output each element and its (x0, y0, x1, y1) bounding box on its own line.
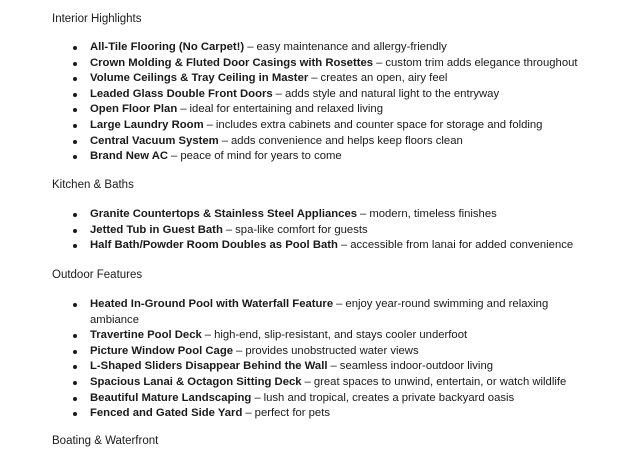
bullet-icon (73, 140, 77, 144)
list-item: Spacious Lanai & Octagon Sitting Deck – great spaces to unwind, entertain, or watch wildlife (0, 375, 640, 391)
bullet-icon (73, 93, 77, 97)
list-item: Fenced and Gated Side Yard – perfect for pets (0, 406, 640, 422)
list-item: Volume Ceilings & Tray Ceiling in Master – creates an open, airy feel (0, 71, 640, 87)
bullet-icon (73, 62, 77, 66)
outdoor-list (0, 297, 640, 422)
section-heading-interior: Interior Highlights (52, 13, 142, 25)
list-item: Large Laundry Room – includes extra cabinets and counter space for storage and folding (0, 118, 640, 134)
bullet-icon (73, 46, 77, 50)
list-item: Brand New AC – peace of mind for years to come (0, 149, 640, 165)
list-item: L-Shaped Sliders Disappear Behind the Wall – seamless indoor-outdoor living (0, 359, 640, 375)
bullet-icon (73, 303, 77, 307)
list-item: Open Floor Plan – ideal for entertaining and relaxed living (0, 102, 640, 118)
bullet-icon (73, 244, 77, 248)
section-heading-outdoor: Outdoor Features (52, 269, 143, 281)
list-item: Granite Countertops & Stainless Steel Appliances – modern, timeless finishes (0, 207, 640, 223)
list-item: Heated In-Ground Pool with Waterfall Feature – enjoy year-round swimming and relaxing ambiance (0, 297, 640, 328)
list-item: Leaded Glass Double Front Doors – adds style and natural light to the entryway (0, 87, 640, 103)
bullet-icon (73, 213, 77, 217)
list-item: Travertine Pool Deck – high-end, slip-resistant, and stays cooler underfoot (0, 328, 640, 344)
list-item: All-Tile Flooring (No Carpet!) – easy maintenance and allergy-friendly (0, 40, 640, 56)
bullet-icon (73, 334, 77, 338)
bullet-icon (73, 412, 77, 416)
bullet-icon (73, 381, 77, 385)
interior-list (0, 40, 640, 165)
bullet-icon (73, 365, 77, 369)
bullet-icon (73, 229, 77, 233)
bullet-icon (73, 77, 77, 81)
bullet-icon (73, 124, 77, 128)
list-item: Jetted Tub in Guest Bath – spa-like comfort for guests (0, 223, 640, 239)
section-heading-boating: Boating & Waterfront (52, 435, 159, 447)
section-heading-kitchen: Kitchen & Baths (52, 179, 134, 191)
bullet-icon (73, 155, 77, 159)
list-item: Crown Molding & Fluted Door Casings with Rosettes – custom trim adds elegance throughout (0, 56, 640, 72)
list-item: Beautiful Mature Landscaping – lush and tropical, creates a private backyard oasis (0, 391, 640, 407)
list-item: Half Bath/Powder Room Doubles as Pool Bath – accessible from lanai for added convenience (0, 238, 640, 254)
bullet-icon (73, 108, 77, 112)
bullet-icon (73, 397, 77, 401)
kitchen-list (0, 207, 640, 254)
list-item: Central Vacuum System – adds convenience and helps keep floors clean (0, 134, 640, 150)
bullet-icon (73, 350, 77, 354)
list-item: Picture Window Pool Cage – provides unobstructed water views (0, 344, 640, 360)
